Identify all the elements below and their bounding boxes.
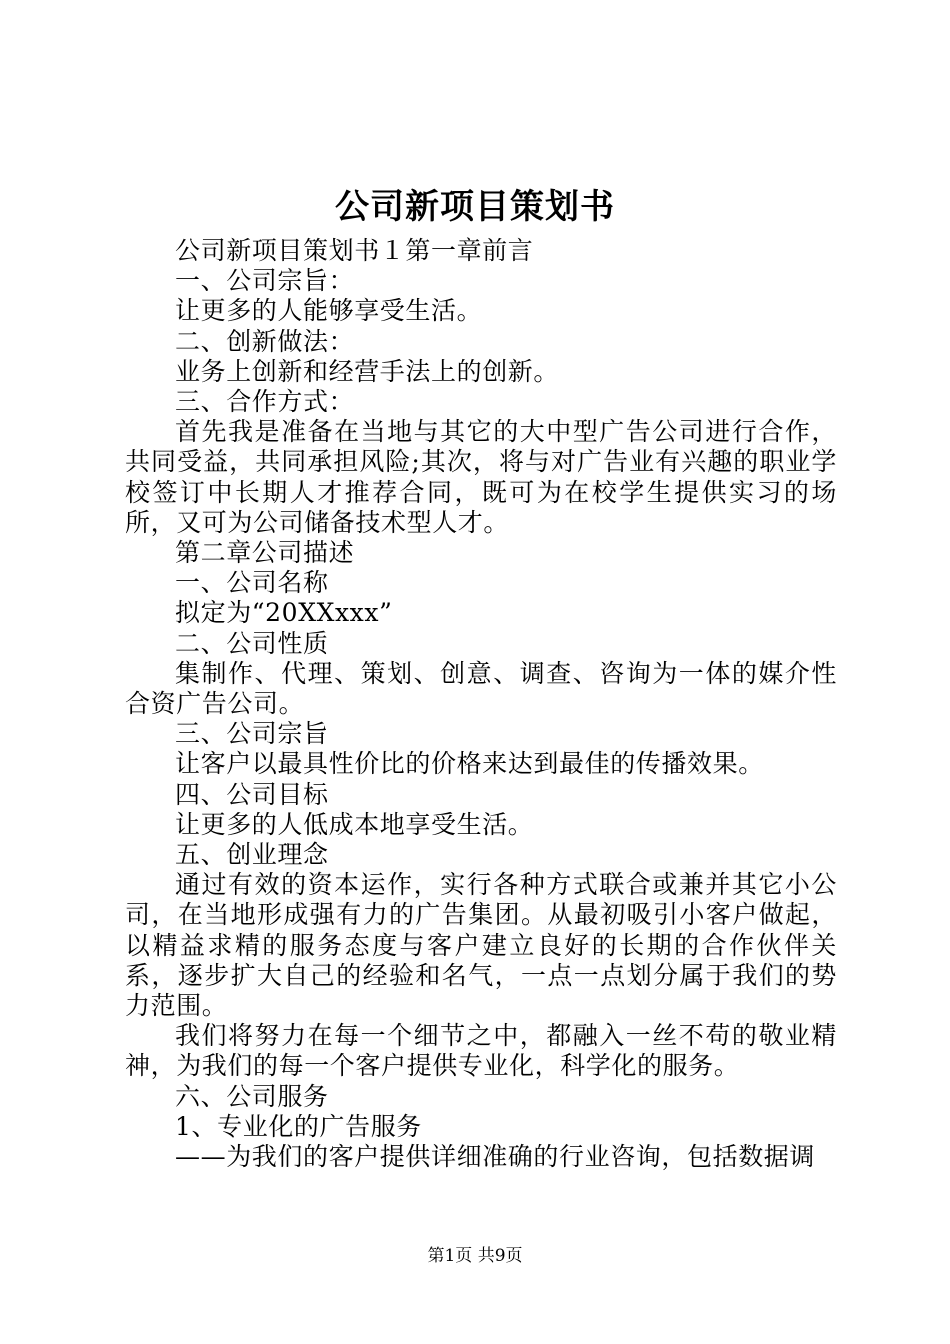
paragraph: 第二章公司描述 <box>175 538 355 568</box>
document-body <box>125 236 837 1172</box>
paragraph: 五、创业理念 <box>175 840 329 870</box>
paragraph: 让更多的人能够享受生活。 <box>175 296 483 326</box>
paragraph: 业务上创新和经营手法上的创新。 <box>175 356 560 386</box>
paragraph: 一、公司宗旨： <box>175 266 355 296</box>
paragraph: 六、公司服务 <box>175 1081 329 1111</box>
paragraph: 1、专业化的广告服务 <box>175 1111 422 1141</box>
paragraph: 拟定为“20XXxxx” <box>175 598 393 628</box>
paragraph: 通过有效的资本运作，实行各种方式联合或兼并其它小公司，在当地形成强有力的广告集团。从最初吸引小客户做起，以精益求精的服务态度与客户建立良好的长期的合作伙伴关系，逐步扩大自己的经验和名气，一点一点划分属于我们的势力范围。 <box>125 870 837 1021</box>
paragraph: 我们将努力在每一个细节之中，都融入一丝不苟的敬业精神，为我们的每一个客户提供专业化，科学化的服务。 <box>125 1021 837 1081</box>
paragraph: 三、合作方式： <box>175 387 355 417</box>
paragraph: ——为我们的客户提供详细准确的行业咨询，包括数据调 <box>175 1142 816 1172</box>
page-title: 公司新项目策划书 <box>335 187 615 227</box>
paragraph: 三、公司宗旨 <box>175 719 329 749</box>
paragraph: 二、创新做法： <box>175 326 355 356</box>
page-footer: 第1页 共9页 <box>427 1246 523 1266</box>
paragraph: 公司新项目策划书１第一章前言 <box>175 236 534 265</box>
paragraph: 让客户以最具性价比的价格来达到最佳的传播效果。 <box>175 749 764 779</box>
paragraph: 集制作、代理、策划、创意、调查、咨询为一体的媒介性合资广告公司。 <box>125 658 837 719</box>
paragraph: 二、公司性质 <box>175 628 329 658</box>
paragraph: 首先我是准备在当地与其它的大中型广告公司进行合作，共同受益，共同承担风险;其次，将与对广告业有兴趣的职业学校签订中长期人才推荐合同，既可为在校学生提供实习的场所，又可为公司储备技术型人才。 <box>125 417 837 537</box>
paragraph: 四、公司目标 <box>175 779 329 809</box>
paragraph: 让更多的人低成本地享受生活。 <box>175 809 534 839</box>
paragraph: 一、公司名称 <box>175 568 329 598</box>
